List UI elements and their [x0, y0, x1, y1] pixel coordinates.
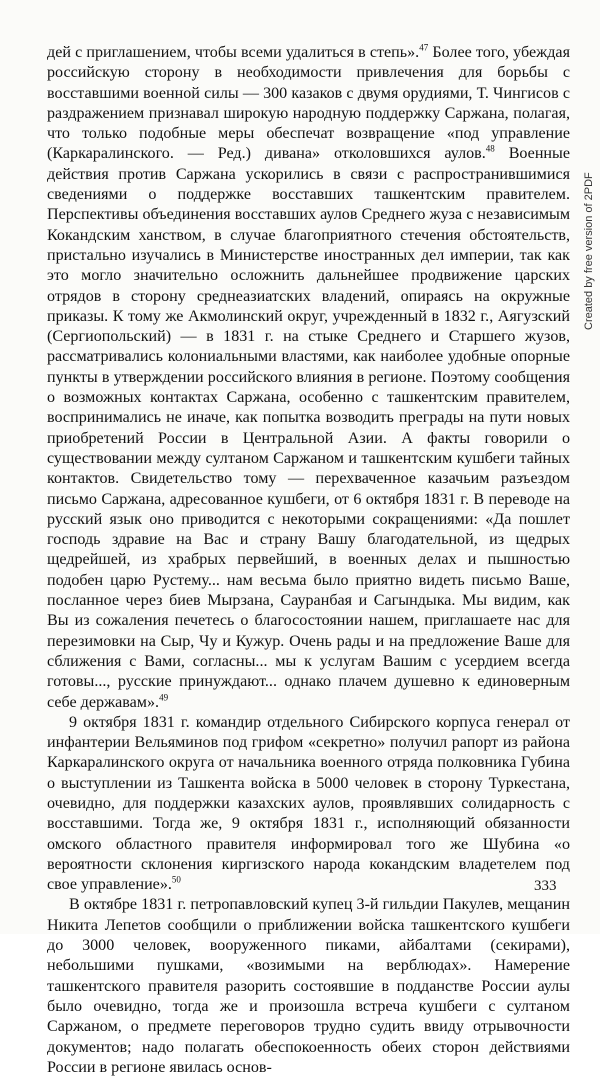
paragraph-text: Более того, убеждая российскую сторону в необходимости привлечения для борьбы с восставшими военной силы — 300 казаков с двумя орудиями, Т. Чингисов с раздражением признавал широкую народную поддержку Саржана, полагая, что только подобные меры обеспечат возвращение «под управление (Каркаралинского. — Ред.) дивана» отколовшихся аулов.	[47, 44, 570, 163]
paragraph-text: Военные действия против Саржана ускорились в связи с распространившимися сведениями о поддержке восставших ташкентским правителем. Перспективы объединения восставших аулов Среднего жуза с независимым Кокандским ханством, в случае благоприятного стечения обстоятельств, пристально изучались в Министерстве иностранных дел империи, так как это могло значительно осложнить дальнейшее продвижение царских отрядов в сторону среднеазиатских владений, опираясь на окружные приказы. К тому же Акмолинский округ, учрежденный в 1832 г., Аягузский (Сергиопольский) — в 1831 г. на стыке Среднего и Старшего жузов, рассматривались колониальными властями, как наиболее удобные опорные пункты в утверждении российского влияния в регионе. Поэтому сообщения о возможных контактах Саржана, особенно с ташкентским правителем, воспринимались не иначе, как попытка возводить преграды на пути новых приобретений России в Центральной Азии. А факты говорили о существовании между султаном Саржаном и ташкентским кушбеги тайных контактов. Свидетельство тому — перехваченное казачьим разъездом письмо Саржана, адресованное кушбеги, от 6 октября 1831 г. В переводе на русский язык оно приводится с некоторыми сокращениями: «Да пошлет господь здравие на Вас и страну Вашу благодательной, из щедрых щедрейшей, из храбрых первейший, в военных делах и пышностью подобен царю Рустему... нам весьма было приятно видеть письмо Ваше, посланное через биев Мырзана, Сауранбая и Сагындыка. Мы видим, как Вы из сожаления печетесь о благосостоянии нашем, приглашаете нас для перезимовки на Сыр, Чу и Кужур. Очень рады и на предложение Ваше для сближения с Вами, согласны... мы к услугам Вашим с усердием всегда готовы..., русские принуждают... однако плачем душевно к единоверным себе державам».	[47, 145, 571, 711]
body-text	[47, 43, 570, 1078]
paragraph	[47, 713, 570, 896]
footnote-marker: 47	[419, 42, 429, 53]
paragraph-text: 9 октября 1831 г. командир отдельного Сибирского корпуса генерал от инфантерии Вельяминов под грифом «секретно» получил рапорт из района Каркаралинского округа от начальника военного отряда полковника Губина о выступлении из Ташкента войска в 5000 человек в сторону Туркестана, очевидно, для поддержки казахских аулов, проявлявших солидарность с восставшими. Тогда же, 9 октября 1831 г., исполняющий обязанности омского областного правителя информировал того же Шубина «о вероятности склонения киргизского народа кокандским владетелем под свое управление».	[47, 713, 570, 894]
page-number: 333	[534, 878, 557, 894]
footnote-marker: 50	[171, 874, 181, 885]
watermark-text: Created by free version of 2PDF	[583, 172, 595, 330]
paragraph	[47, 895, 570, 1078]
paragraph	[47, 43, 570, 713]
paragraph-text: дей с приглашением, чтобы всеми удалиться в степь».	[47, 44, 420, 61]
footnote-marker: 49	[159, 692, 169, 703]
footnote-marker: 48	[485, 144, 495, 155]
paragraph-text: В октябре 1831 г. петропавловский купец 3-й гильдии Пакулев, мещанин Никита Лепетов сообщили о приближении войска ташкентского кушбеги до 3000 человек, вооруженного пиками, айбалтами (секирами), небольшими пушками, «возимыми на верблюдах». Намерение ташкентского правителя разорить состоявшие в подданстве России аулы было очевидно, тогда же и произошла встреча кушбеги с султаном Саржаном, о предмете переговоров трудно судить ввиду отрывочности документов; надо полагать обеспокоенность обеих сторон действиями России в регионе явилась основ-	[47, 896, 570, 1076]
